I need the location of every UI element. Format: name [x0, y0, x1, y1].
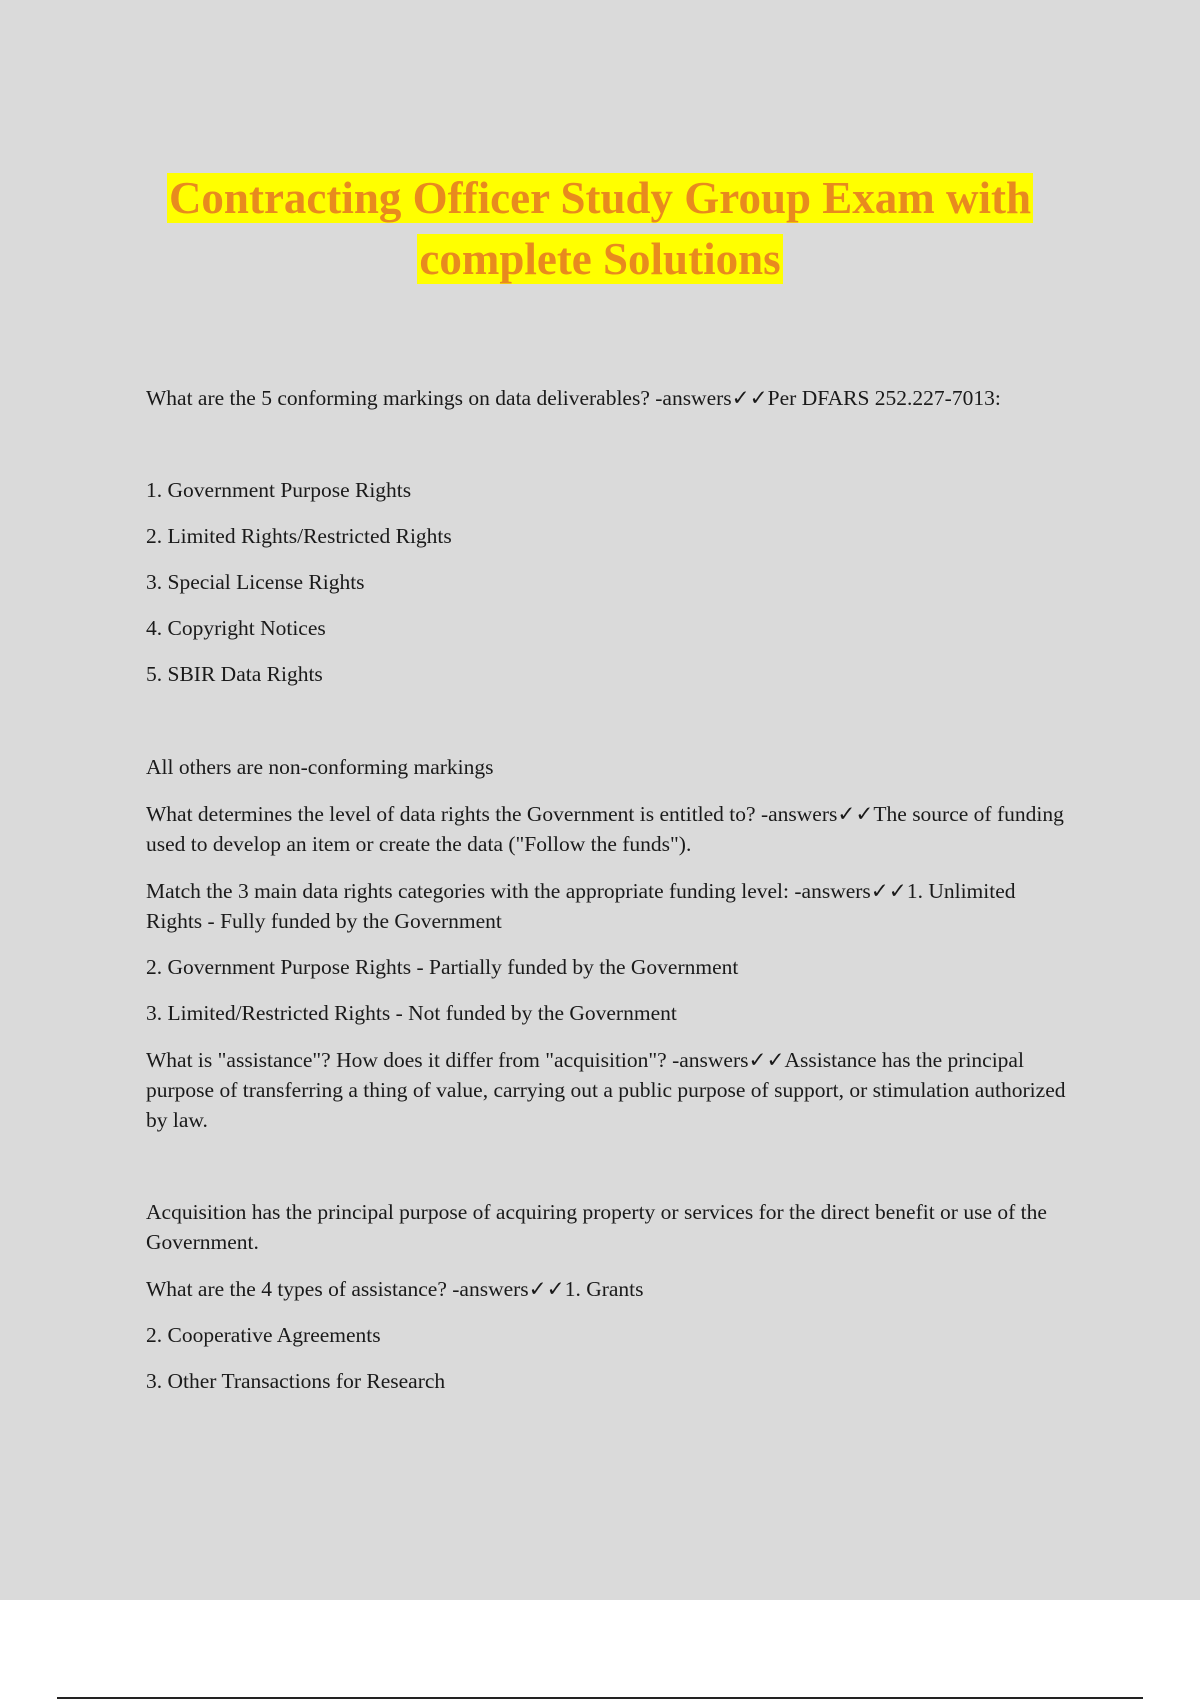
list-item: 3. Special License Rights: [146, 570, 365, 594]
list-item: 5. SBIR Data Rights: [146, 662, 323, 686]
list-item: 2. Limited Rights/Restricted Rights: [146, 524, 452, 548]
list-item: 3. Limited/Restricted Rights - Not funded by the Government: [146, 1001, 677, 1025]
body-paragraph: Acquisition has the principal purpose of acquiring property or services for the direct benefit or use of the Government.: [146, 1200, 1047, 1254]
page-divider: [57, 1697, 1143, 1699]
list-item: 1. Government Purpose Rights: [146, 478, 412, 502]
list-item: 2. Cooperative Agreements: [146, 1323, 381, 1347]
document-title: [80, 168, 1120, 290]
body-paragraph: All others are non-conforming markings: [146, 755, 494, 779]
question-paragraph: What is "assistance"? How does it differ from "acquisition"? -answers✓✓Assistance has the principal purpose of transferring a thing of value, carrying out a public purpose of support, or stimulation authorized by law.: [146, 1048, 1066, 1132]
list-item: 3. Other Transactions for Research: [146, 1369, 446, 1393]
title-line-1: Contracting Officer Study Group Exam with: [168, 173, 1032, 223]
document-body: [146, 383, 1076, 1396]
question-paragraph: What determines the level of data rights the Government is entitled to? -answers✓✓The source of funding used to develop an item or create the data ("Follow the funds").: [146, 802, 1064, 856]
list-item: 2. Government Purpose Rights - Partially funded by the Government: [146, 955, 739, 979]
title-line-2: complete Solutions: [419, 234, 781, 284]
question-paragraph: What are the 4 types of assistance? -answers✓✓1. Grants: [146, 1277, 644, 1301]
question-paragraph: Match the 3 main data rights categories with the appropriate funding level: -answers✓✓1. Unlimited Rights - Fully funded by the Government: [146, 879, 1016, 933]
question-paragraph: What are the 5 conforming markings on data deliverables? -answers✓✓Per DFARS 252.227-7013:: [146, 386, 1001, 410]
list-item: 4. Copyright Notices: [146, 616, 326, 640]
